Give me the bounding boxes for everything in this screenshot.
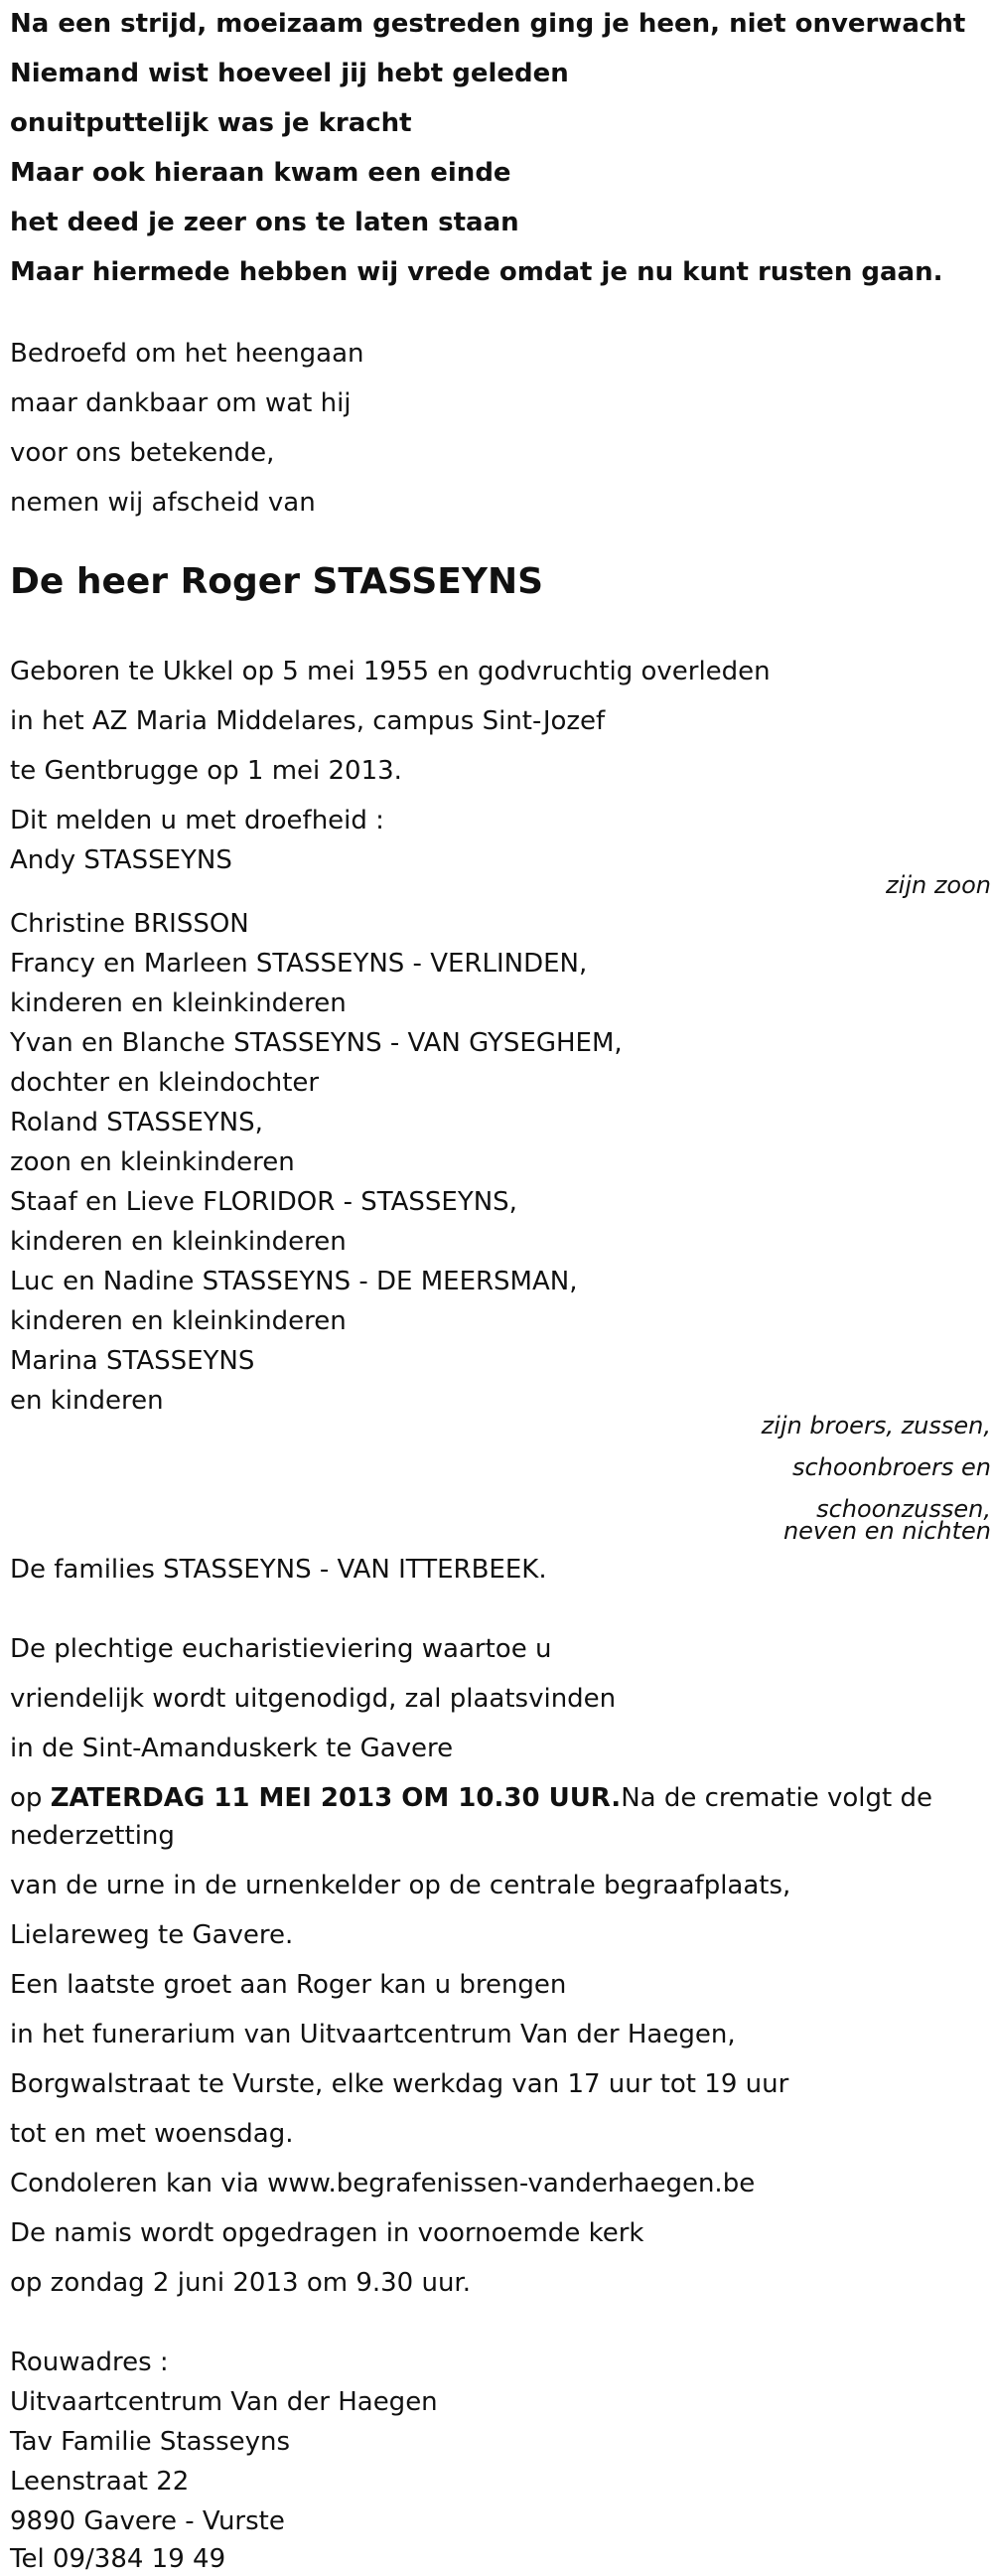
address-phone: Tel 09/384 19 49 [10, 2544, 226, 2574]
family-line: zoon en kleinkinderen [10, 1147, 295, 1177]
address-line: 9890 Gavere - Vurste [10, 2506, 285, 2536]
intro-line: nemen wij afscheid van [10, 488, 316, 518]
announcement-line: Dit melden u met droefheid : [10, 806, 384, 835]
ceremony-line: in de Sint-Amanduskerk te Gavere [10, 1734, 454, 1763]
verse-line: onuitputtelijk was je kracht [10, 108, 412, 138]
family-line: Roland STASSEYNS, [10, 1108, 263, 1137]
ceremony-line: Een laatste groet aan Roger kan u brengen [10, 1970, 567, 2000]
verse-line: Na een strijd, moeizaam gestreden ging je heen, niet onverwacht [10, 9, 966, 39]
address-line: Uitvaartcentrum Van der Haegen [10, 2387, 438, 2417]
son-name: Andy STASSEYNS [10, 845, 232, 875]
families-line: De families STASSEYNS - VAN ITTERBEEK. [10, 1555, 547, 1585]
family-line: Francy en Marleen STASSEYNS - VERLINDEN, [10, 949, 588, 979]
ceremony-date-line [10, 1782, 932, 1814]
family-relation-line: schoonzussen, [816, 1495, 991, 1523]
family-line: Staaf en Lieve FLORIDOR - STASSEYNS, [10, 1187, 517, 1217]
ceremony-line: van de urne in de urnenkelder op de centrale begraafplaats, [10, 1871, 791, 1900]
family-line: dochter en kleindochter [10, 1068, 320, 1098]
ceremony-line: tot en met woensdag. [10, 2119, 294, 2149]
birth-death-line: Geboren te Ukkel op 5 mei 1955 en godvruchtig overleden [10, 657, 771, 686]
birth-death-line: te Gentbrugge op 1 mei 2013. [10, 756, 402, 786]
condolence-line: Condoleren kan via www.begrafenissen-vanderhaegen.be [10, 2169, 756, 2198]
ceremony-date-prefix: op [10, 1783, 51, 1813]
family-line: kinderen en kleinkinderen [10, 988, 347, 1018]
address-line: Leenstraat 22 [10, 2467, 190, 2497]
verse-line: Maar ook hieraan kwam een einde [10, 158, 511, 188]
verse-line: het deed je zeer ons te laten staan [10, 208, 519, 237]
birth-death-line: in het AZ Maria Middelares, campus Sint-Jozef [10, 706, 606, 736]
verse-line: Niemand wist hoeveel jij hebt geleden [10, 59, 569, 88]
intro-line: maar dankbaar om wat hij [10, 388, 352, 418]
family-line: kinderen en kleinkinderen [10, 1227, 347, 1257]
ceremony-line: vriendelijk wordt uitgenodigd, zal plaatsvinden [10, 1684, 617, 1714]
family-line: Yvan en Blanche STASSEYNS - VAN GYSEGHEM, [10, 1028, 623, 1058]
family-line: en kinderen [10, 1386, 164, 1416]
family-relation-line: neven en nichten [782, 1517, 991, 1545]
ceremony-line: nederzetting [10, 1821, 175, 1851]
intro-line: Bedroefd om het heengaan [10, 339, 364, 369]
partner-name: Christine BRISSON [10, 909, 249, 939]
ceremony-date-suffix: Na de crematie volgt de [621, 1783, 932, 1813]
family-line: kinderen en kleinkinderen [10, 1306, 347, 1336]
address-line: Rouwadres : [10, 2348, 169, 2377]
verse-line: Maar hiermede hebben wij vrede omdat je nu kunt rusten gaan. [10, 257, 943, 287]
family-relation-line: zijn broers, zussen, [761, 1412, 991, 1440]
ceremony-date: ZATERDAG 11 MEI 2013 OM 10.30 UUR. [50, 1783, 622, 1813]
ceremony-line: De namis wordt opgedragen in voornoemde kerk [10, 2218, 644, 2248]
ceremony-line: op zondag 2 juni 2013 om 9.30 uur. [10, 2268, 472, 2298]
ceremony-line: De plechtige eucharistieviering waartoe u [10, 1634, 552, 1664]
family-relation-line: schoonbroers en [791, 1453, 991, 1481]
deceased-name: De heer Roger STASSEYNS [10, 561, 544, 602]
address-line: Tav Familie Stasseyns [10, 2427, 291, 2457]
ceremony-line: in het funerarium van Uitvaartcentrum Van der Haegen, [10, 2020, 736, 2049]
intro-line: voor ons betekende, [10, 438, 275, 468]
ceremony-line: Lielareweg te Gavere. [10, 1920, 294, 1950]
son-relation: zijn zoon [886, 871, 991, 899]
ceremony-line: Borgwalstraat te Vurste, elke werkdag van 17 uur tot 19 uur [10, 2069, 789, 2099]
family-line: Marina STASSEYNS [10, 1346, 255, 1376]
family-line: Luc en Nadine STASSEYNS - DE MEERSMAN, [10, 1267, 578, 1296]
